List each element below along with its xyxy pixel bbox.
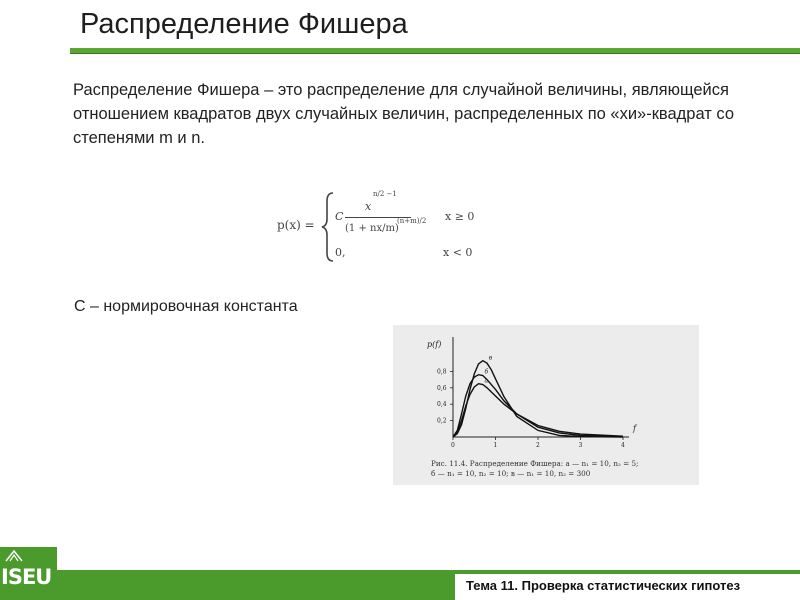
density-curve — [453, 384, 623, 437]
slide-title: Распределение Фишера — [80, 8, 408, 40]
y-tick-label: 0,8 — [437, 368, 447, 376]
formula-denominator: (1 + nx/m) — [345, 223, 399, 234]
caption-line-2: б — n₁ = 10, n₂ = 10; в — n₁ = 10, n₂ = 300 — [431, 469, 591, 478]
formula-numerator: x — [365, 200, 372, 213]
logo-text: ISEU — [1, 565, 52, 589]
x-tick-label: 0 — [451, 442, 455, 449]
fisher-density-chart — [393, 325, 699, 455]
formula-lhs: p(x) = — [277, 218, 315, 232]
formula-numerator-exponent: n/2 −1 — [373, 190, 397, 198]
fisher-density-formula — [277, 188, 497, 268]
footer-topic: Тема 11. Проверка статистических гипотез — [466, 578, 741, 593]
formula-denominator-exponent: (n+m)/2 — [397, 217, 427, 225]
title-underline-shadow — [70, 53, 800, 54]
y-axis-label: p(f) — [427, 340, 442, 349]
x-axis-label: f — [633, 424, 636, 433]
x-tick-label: 4 — [621, 442, 625, 449]
caption-line-1: Рис. 11.4. Распределение Фишера: а — n₁ = 10, n₂ = 5; — [431, 459, 639, 468]
fisher-distribution-figure — [393, 325, 699, 485]
iseu-logo — [0, 547, 57, 600]
definition-paragraph: Распределение Фишера – это распределение для случайной величины, являющейся отношением квадратов двух случайных величин, распределенных по «хи»-квадрат со степенями m и n. — [73, 81, 735, 147]
logo-emblem-icon — [4, 549, 24, 563]
y-tick-label: 0,4 — [437, 401, 447, 409]
formula-condition-nonnegative: x ≥ 0 — [445, 210, 475, 223]
x-tick-label: 3 — [578, 442, 583, 449]
x-tick-label: 1 — [493, 442, 498, 449]
formula-c: C — [335, 210, 344, 223]
formula-condition-negative: x < 0 — [443, 246, 473, 259]
series-label: в — [488, 354, 493, 362]
y-tick-label: 0,2 — [437, 417, 447, 425]
formula-brace — [321, 191, 335, 263]
y-tick-label: 0,6 — [437, 384, 447, 392]
figure-caption — [431, 459, 638, 479]
formula-zero: 0, — [335, 246, 346, 259]
series-label: а — [484, 377, 489, 385]
series-label: б — [484, 368, 489, 376]
x-tick-label: 2 — [536, 442, 540, 449]
normalizing-constant-note: C – нормировочная константа — [74, 298, 298, 315]
